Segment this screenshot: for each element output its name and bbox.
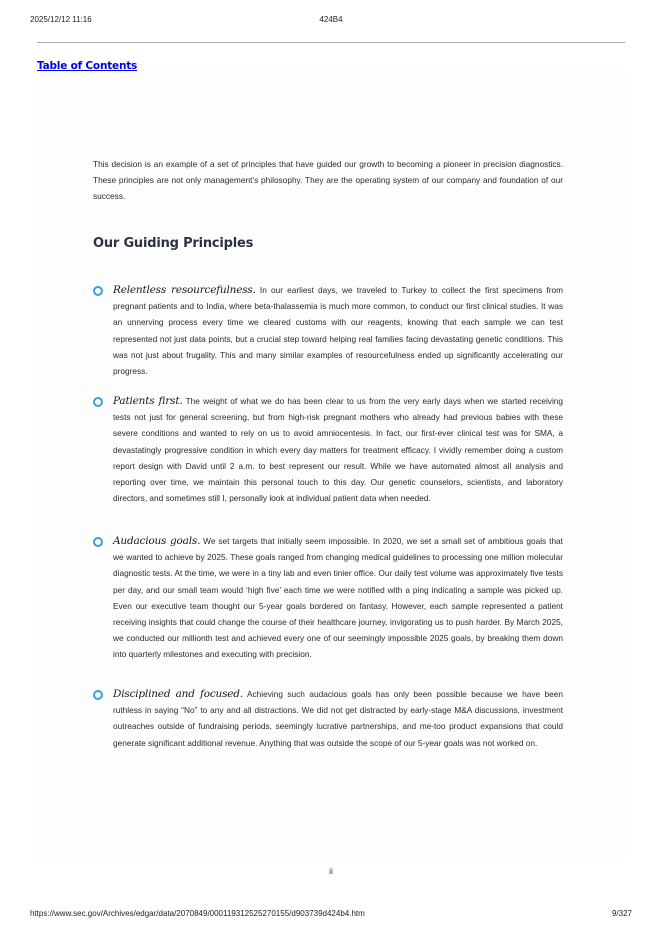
principle-text xyxy=(113,393,563,506)
print-header xyxy=(0,15,662,29)
principle-body: We set targets that initially seem impossible. In 2020, we set a small set of ambitious goals that we wanted to achieve by 2025. These goals ranged from changing medical guidelines to processing one million molecular diagnostic tests. At the time, we were in a tiny lab and even tinier office. Our daily test volume was approximately five tests per day, and our small team would ‘high five’ each time we were notified with a ping indicating a sample was picked up. Even our executive team thought our 5-year goals bordered on fantasy. However, each sample represented a patient receiving insights that could change the course of their healthcare journey, invigorating us to push harder. By March 2025, we conducted our millionth test and achieved every one of our seemingly impossible 2025 goals, by breaking them down into quarterly milestones and executing with precision. xyxy=(113,536,563,660)
principle-body: The weight of what we do has been clear to us from the very early days when we started receiving tests not just for general screening, but from high-risk pregnant mothers who already had previous babies with these severe conditions and wanted to rely on us to avoid amniocentesis. In fact, our first-ever clinical test was for SMA, a devastatingly progressive condition in which every day matters for treatment efficacy. I vividly remember doing a custom report design with David until 2 a.m. to best represent our result. While we have automated almost all analysis and reporting over time, we maintain this personal touch to this day. Our genetic counselors, scientists, and laboratory directors, and sometimes still I, personally look at individual patient data when needed. xyxy=(113,396,564,504)
principle-item xyxy=(93,393,563,506)
principle-text xyxy=(113,533,563,663)
principle-title: Audacious goals. xyxy=(113,535,201,547)
principle-title: Disciplined and focused. xyxy=(113,688,243,700)
page-number: ii xyxy=(329,866,333,876)
circle-bullet-icon xyxy=(93,397,103,407)
principle-title: Patients first. xyxy=(113,395,183,407)
circle-bullet-icon xyxy=(93,690,103,700)
principle-item xyxy=(93,686,563,751)
principle-item xyxy=(93,282,563,379)
principle-title: Relentless resourcefulness. xyxy=(113,284,256,296)
circle-bullet-icon xyxy=(93,286,103,296)
print-url: https://www.sec.gov/Archives/edgar/data/2070849/000119312525270155/d903739d424b4.htm xyxy=(30,909,365,918)
principle-body: Achieving such audacious goals has only been possible because we have been ruthless in saying “No” to any and all distractions. We did not get distracted by early-stage M&A discussions, investment outreaches outside of fundraising periods, seemingly lucrative partnerships, and me-too product expansions that could generate significant additional revenue. Anything that was outside the scope of our 5-year goals was not worked on. xyxy=(113,689,564,748)
principle-text xyxy=(113,686,563,751)
print-page-count: 9/327 xyxy=(611,909,632,918)
intro-paragraph: This decision is an example of a set of principles that have guided our growth to becoming a pioneer in precision diagnostics. These principles are not only management’s philosophy. They are the operating system of our company and foundation of our success. xyxy=(93,159,563,202)
principle-body: In our earliest days, we traveled to Turkey to collect the first specimens from pregnant patients and to India, where beta-thalassemia is much more common, to conduct our first clinical studies. It was an unnerving process every time we cleared customs with our reagents, knowing that each sample we can test represented not just data points, but a crucial step toward helping real families facing devastating genetic conditions. This was not just about frugality. This and many similar examples of resourcefulness ended up significantly accelerating our progress. xyxy=(113,285,563,377)
section-heading: Our Guiding Principles xyxy=(93,236,254,251)
principle-text xyxy=(113,282,563,379)
circle-bullet-icon xyxy=(93,537,103,547)
print-doc-title: 424B4 xyxy=(319,15,343,24)
principle-item xyxy=(93,533,563,663)
print-footer xyxy=(0,909,662,923)
print-datetime: 2025/12/12 11:16 xyxy=(30,15,92,24)
table-of-contents-link[interactable]: Table of Contents xyxy=(37,60,138,72)
header-divider xyxy=(37,42,625,43)
